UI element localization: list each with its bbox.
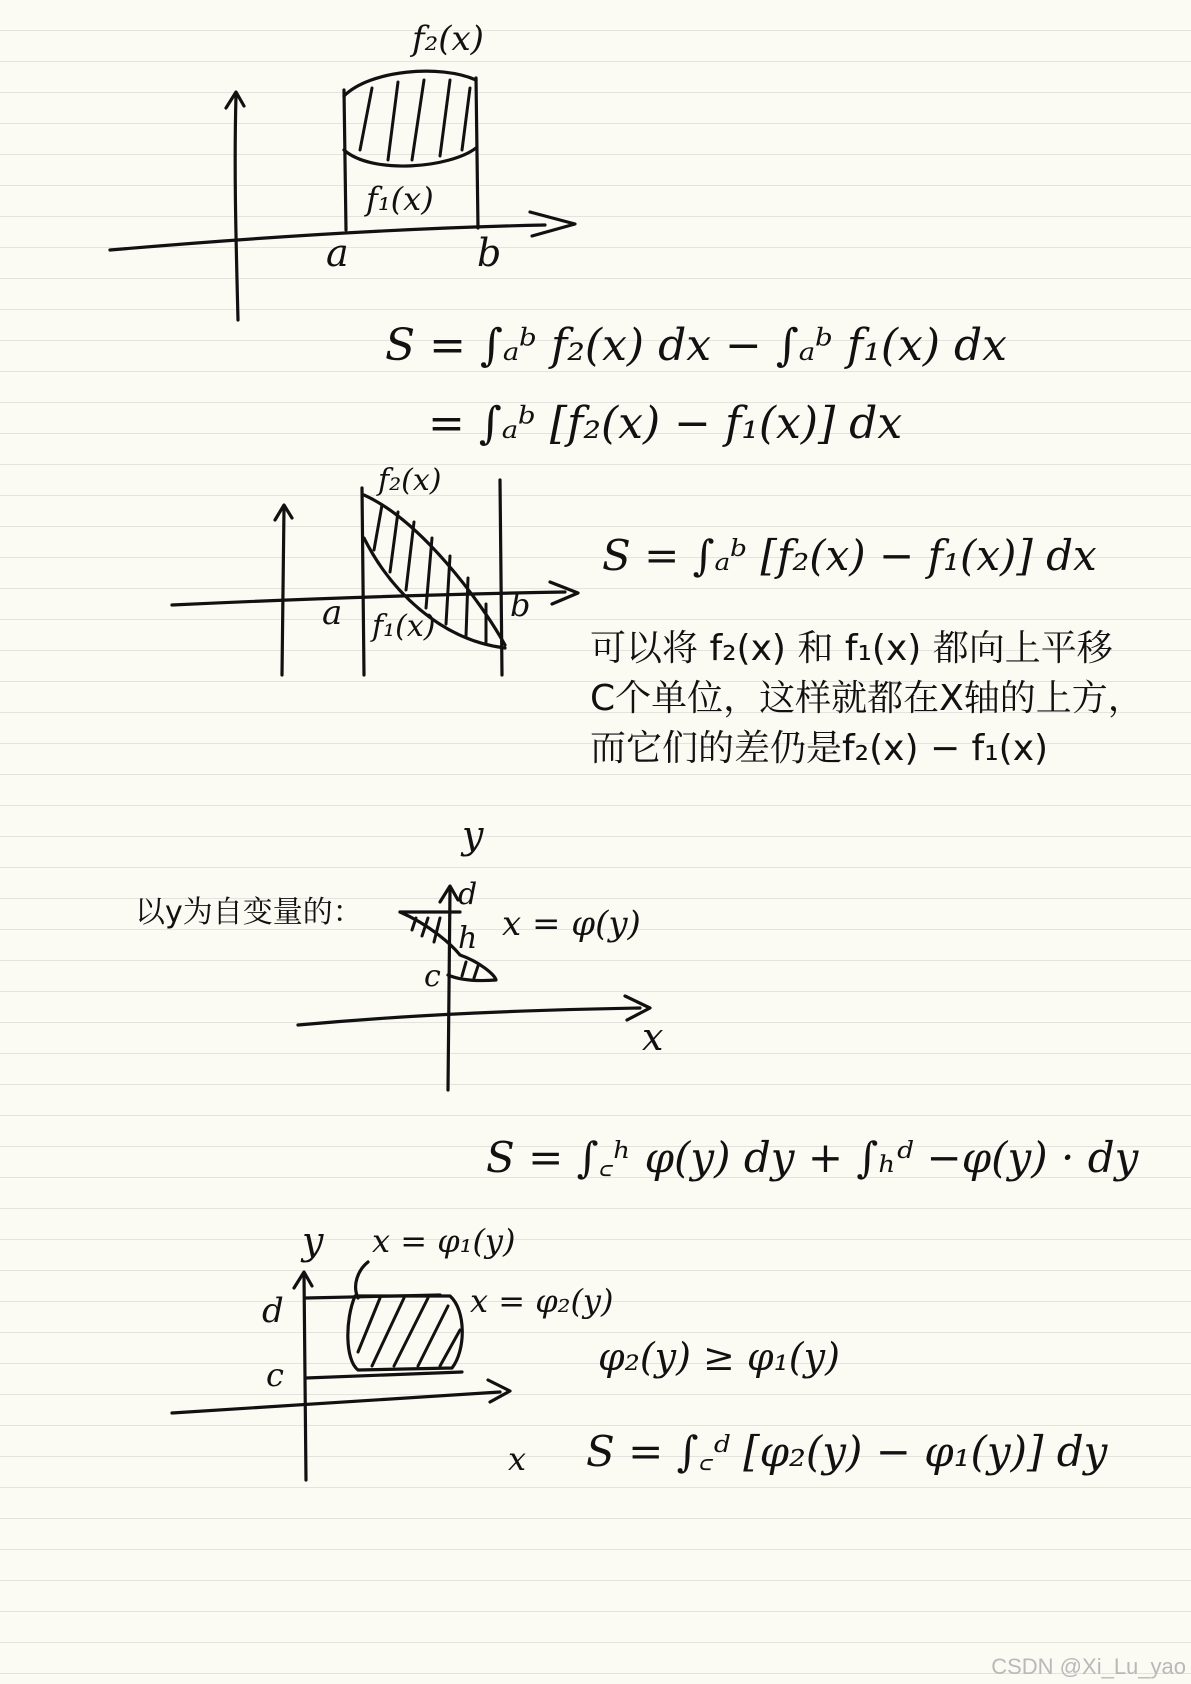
label-curve: x = φ(y) — [502, 904, 641, 944]
hatch-region-4 — [358, 1298, 460, 1366]
diagram-1 — [110, 19, 575, 320]
formula-2: S = ∫ₐᵇ [f₂(x) − f₁(x)] dx — [602, 531, 1097, 580]
line-x-a — [362, 488, 364, 675]
label-f1: f₁(x) — [366, 180, 434, 218]
line-y-c — [306, 1372, 462, 1378]
label-c: c — [424, 959, 441, 994]
x-axis — [172, 1392, 500, 1413]
label-right-curve: x = φ₂(y) — [470, 1282, 614, 1320]
label-d: d — [262, 1291, 284, 1331]
label-y-axis: y — [302, 1219, 324, 1263]
diagram-4 — [172, 1219, 613, 1480]
curve-f1 — [344, 148, 476, 166]
label-f2: f₂(x) — [412, 19, 484, 59]
x-axis — [298, 1008, 640, 1025]
diagram-2 — [172, 463, 578, 675]
explanation-note — [590, 628, 1144, 769]
section-label: 以y为自变量的： — [135, 895, 363, 930]
formula-1 — [385, 320, 1007, 449]
note-line-2: C个单位，这样就都在X轴的上方， — [590, 678, 1144, 719]
y-axis — [448, 890, 450, 1090]
line-x-a — [344, 90, 346, 230]
label-a: a — [326, 231, 349, 275]
label-b: b — [477, 231, 502, 275]
label-x-axis: x — [508, 1440, 527, 1478]
hatch-region-1 — [360, 80, 470, 160]
condition: φ₂(y) ≥ φ₁(y) — [598, 1335, 840, 1379]
pointer-phi1 — [356, 1262, 368, 1298]
label-b: b — [510, 586, 531, 624]
formula-1-line-2: = ∫ₐᵇ [f₂(x) − f₁(x)] dx — [428, 398, 903, 449]
label-y-axis: y — [462, 813, 484, 857]
note-line-1: 可以将 f₂(x) 和 f₁(x) 都向上平移 — [590, 628, 1113, 669]
label-a: a — [322, 593, 343, 633]
label-h: h — [458, 921, 478, 956]
x-axis — [172, 592, 565, 605]
formula-3: S = ∫꜀ʰ φ(y) dy + ∫ₕᵈ −φ(y) · dy — [486, 1133, 1139, 1182]
watermark: CSDN @Xi_Lu_yao — [991, 1654, 1186, 1679]
note-line-3: 而它们的差仍是f₂(x) − f₁(x) — [590, 728, 1049, 769]
y-axis — [282, 508, 284, 675]
label-left-curve: x = φ₁(y) — [372, 1222, 516, 1260]
label-f2: f₂(x) — [378, 463, 442, 498]
label-f1: f₁(x) — [372, 609, 436, 644]
line-x-b — [476, 78, 478, 228]
y-axis — [235, 95, 238, 320]
label-x-axis: x — [642, 1015, 664, 1059]
label-c: c — [266, 1356, 284, 1394]
formula-4: S = ∫꜀ᵈ [φ₂(y) − φ₁(y)] dy — [586, 1427, 1108, 1476]
diagram-3 — [298, 813, 663, 1090]
curve-f2 — [344, 71, 476, 96]
label-d: d — [458, 877, 478, 912]
formula-1-line-1: S = ∫ₐᵇ f₂(x) dx − ∫ₐᵇ f₁(x) dx — [385, 320, 1007, 371]
